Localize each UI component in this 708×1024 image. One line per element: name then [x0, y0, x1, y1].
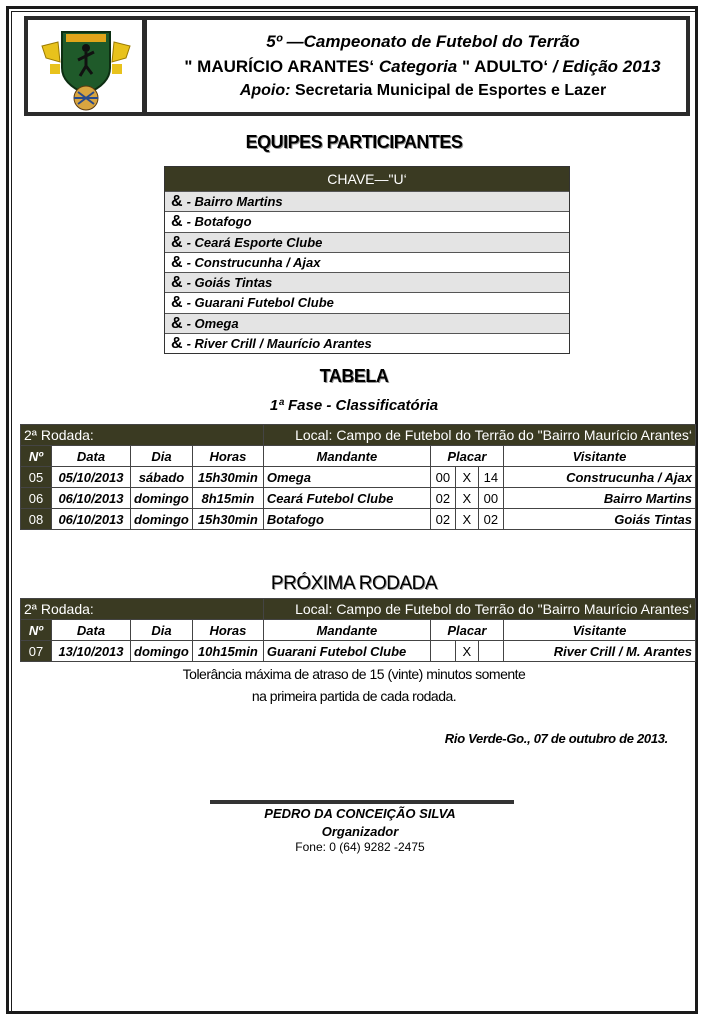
game-home: Ceará Futebol Clube — [263, 488, 430, 509]
team-row — [165, 191, 569, 211]
game-hour: 8h15min — [192, 488, 263, 509]
col-away: Visitante — [503, 620, 695, 641]
round-bar — [21, 599, 696, 620]
col-date: Data — [52, 620, 131, 641]
team-name: - Bairro Martins — [186, 194, 283, 209]
championship-subtitle — [150, 57, 695, 77]
round-location: Local: Campo de Futebol do Terrão do "Bairro Maurício Arantes‘ — [263, 425, 695, 446]
game-date: 06/10/2013 — [52, 509, 131, 530]
score-x: X — [455, 509, 478, 530]
column-header-row — [21, 446, 696, 467]
edition-label: / Edição 2013 — [552, 57, 661, 76]
bullet-icon: & — [171, 253, 183, 271]
game-home: Botafogo — [263, 509, 430, 530]
teams-list — [165, 191, 569, 353]
header-banner — [24, 16, 690, 116]
group-header: CHAVE—"U‘ — [165, 167, 569, 191]
game-row — [21, 509, 696, 530]
col-num: Nº — [21, 446, 52, 467]
game-date: 13/10/2013 — [52, 641, 131, 662]
col-home: Mandante — [263, 620, 430, 641]
place-date: Rio Verde-Go., 07 de outubro de 2013. — [444, 731, 668, 746]
team-name: - Construcunha / Ajax — [186, 254, 321, 270]
game-away: Goiás Tintas — [503, 509, 695, 530]
championship-logo — [36, 24, 136, 112]
bullet-icon: & — [171, 314, 183, 332]
round-bar — [21, 425, 696, 446]
column-header-row — [21, 620, 696, 641]
round-table — [20, 424, 696, 530]
col-date: Data — [52, 446, 131, 467]
team-row — [165, 333, 569, 353]
team-row — [165, 313, 569, 333]
bullet-icon: & — [171, 294, 183, 312]
game-num: 08 — [21, 509, 52, 530]
organizer-role: Organizador — [321, 824, 399, 839]
bullet-icon: & — [171, 193, 183, 210]
home-score: 00 — [430, 467, 455, 488]
bullet-icon: & — [171, 233, 183, 251]
bullet-icon: & — [171, 213, 183, 231]
col-score: Placar — [430, 446, 503, 467]
home-score — [430, 641, 455, 662]
team-row — [165, 211, 569, 231]
header-divider — [142, 20, 147, 112]
col-away: Visitante — [503, 446, 695, 467]
col-num: Nº — [21, 620, 52, 641]
game-date: 05/10/2013 — [52, 467, 131, 488]
team-name: - Omega — [186, 315, 239, 331]
col-day: Dia — [131, 446, 193, 467]
game-away: Construcunha / Ajax — [503, 467, 695, 488]
tolerance-note-line1: Tolerância máxima de atraso de 15 (vinte) minutos somente — [182, 666, 526, 682]
col-home: Mandante — [263, 446, 430, 467]
signature-line — [210, 800, 514, 804]
game-day: domingo — [131, 641, 193, 662]
game-hour: 10h15min — [192, 641, 263, 662]
game-away: Bairro Martins — [503, 488, 695, 509]
home-score: 02 — [430, 488, 455, 509]
team-row — [165, 272, 569, 292]
game-home: Guarani Futebol Clube — [263, 641, 430, 662]
team-row — [165, 232, 569, 252]
col-hour: Horas — [192, 620, 263, 641]
game-day: sábado — [131, 467, 193, 488]
next-round-table — [20, 598, 696, 662]
away-score — [478, 641, 503, 662]
game-day: domingo — [131, 509, 193, 530]
support-label: Apoio: — [239, 82, 291, 99]
col-score: Placar — [430, 620, 503, 641]
away-score: 14 — [478, 467, 503, 488]
col-day: Dia — [131, 620, 193, 641]
teams-section-title: EQUIPES PARTICIPANTES — [245, 132, 463, 152]
game-away: River Crill / M. Arantes — [503, 641, 695, 662]
phase-title: 1ª Fase - Classificatória — [269, 397, 439, 414]
team-name: - Goiás Tintas — [186, 275, 273, 291]
team-row — [165, 252, 569, 272]
tabela-title: TABELA — [319, 366, 389, 386]
organizer-phone: Fone: 0 (64) 9282 -2475 — [295, 840, 425, 854]
tolerance-note-line2: na primeira partida de cada rodada. — [251, 688, 457, 704]
game-hour: 15h30min — [192, 467, 263, 488]
game-date: 06/10/2013 — [52, 488, 131, 509]
game-day: domingo — [131, 488, 193, 509]
championship-title: 5º —Campeonato de Futebol do Terrão — [266, 32, 580, 51]
support-line — [158, 82, 688, 100]
team-row — [165, 292, 569, 312]
game-num: 06 — [21, 488, 52, 509]
category-label: Categoria — [378, 57, 458, 76]
bullet-icon: & — [171, 335, 183, 353]
round-location: Local: Campo de Futebol do Terrão do "Bairro Maurício Arantes‘ — [263, 599, 695, 620]
game-num: 05 — [21, 467, 52, 488]
bullet-icon: & — [171, 274, 183, 292]
col-hour: Horas — [192, 446, 263, 467]
away-score: 02 — [478, 509, 503, 530]
tribute-name: " MAURÍCIO ARANTES‘ — [184, 57, 375, 76]
home-score: 02 — [430, 509, 455, 530]
game-home: Omega — [263, 467, 430, 488]
next-round-title: PRÓXIMA RODADA — [270, 573, 438, 594]
score-x: X — [455, 488, 478, 509]
round-label: 2ª Rodada: — [21, 599, 264, 620]
team-name: - Botafogo — [186, 214, 252, 230]
team-name: - River Crill / Maurício Arantes — [186, 336, 372, 352]
game-row — [21, 641, 696, 662]
game-hour: 15h30min — [192, 509, 263, 530]
away-score: 00 — [478, 488, 503, 509]
round-label: 2ª Rodada: — [21, 425, 264, 446]
team-name: - Guarani Futebol Clube — [186, 295, 334, 311]
category-value: " ADULTO‘ — [462, 57, 549, 76]
score-x: X — [455, 467, 478, 488]
team-name: - Ceará Esporte Clube — [186, 234, 323, 250]
support-text: Secretaria Municipal de Esportes e Lazer — [294, 82, 607, 99]
organizer-name: PEDRO DA CONCEIÇÃO SILVA — [264, 806, 456, 821]
game-num: 07 — [21, 641, 52, 662]
teams-box — [164, 166, 570, 354]
score-x: X — [455, 641, 478, 662]
game-row — [21, 467, 696, 488]
game-row — [21, 488, 696, 509]
